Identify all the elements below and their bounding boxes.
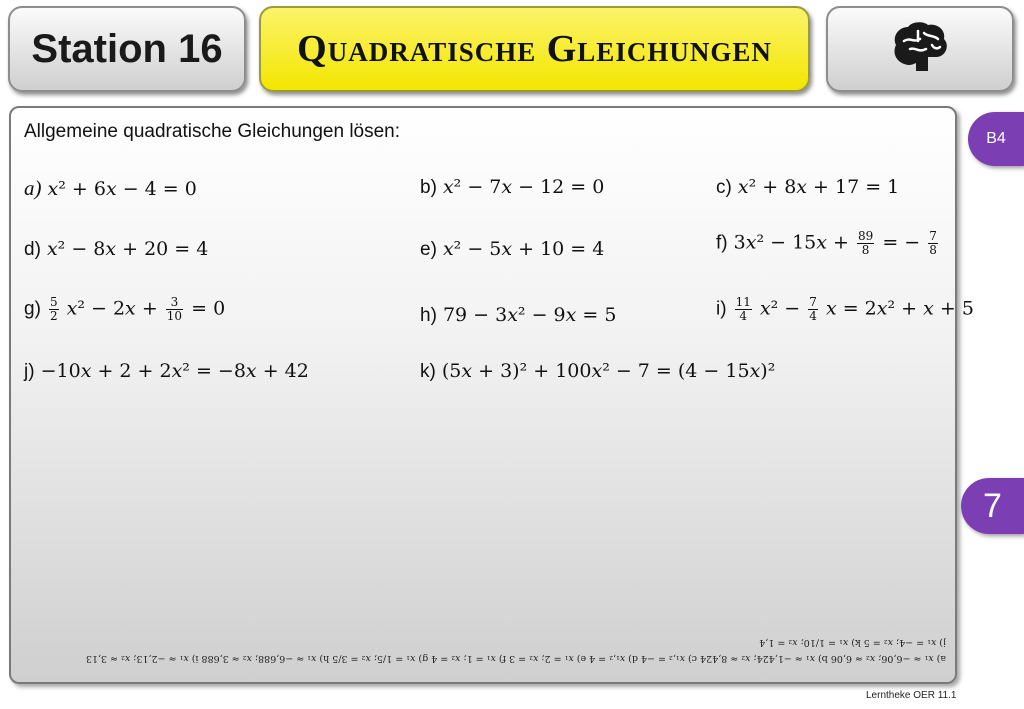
task-label: a) bbox=[24, 176, 42, 200]
task-label: g) bbox=[24, 298, 41, 320]
icon-box bbox=[826, 6, 1014, 92]
task-equation: 𝑥² + 6𝑥 − 4 = 0 bbox=[47, 178, 197, 200]
denominator: 4 bbox=[809, 309, 817, 323]
numerator: 5 bbox=[49, 295, 58, 309]
denominator: 4 bbox=[739, 309, 748, 323]
numerator: 7 bbox=[809, 295, 817, 309]
task-c bbox=[716, 176, 899, 199]
station-badge bbox=[8, 6, 246, 92]
brain-icon bbox=[888, 17, 952, 81]
intro-text: Allgemeine quadratische Gleichungen lösen: bbox=[24, 121, 401, 142]
station-label: Station 16 bbox=[31, 26, 223, 71]
denominator: 8 bbox=[861, 243, 870, 257]
fraction bbox=[857, 230, 874, 257]
number-tab-label: 7 bbox=[983, 486, 1002, 525]
task-e bbox=[420, 238, 604, 261]
fraction bbox=[735, 296, 752, 323]
task-i bbox=[716, 296, 974, 323]
task-equation: 𝑥² − 5𝑥 + 10 = 4 bbox=[442, 238, 605, 260]
task-a bbox=[24, 176, 197, 201]
task-label: e) bbox=[420, 239, 437, 260]
task-label: j) bbox=[24, 361, 35, 382]
task-label: c) bbox=[716, 177, 732, 198]
task-equation: 79 − 3𝑥² − 9𝑥 = 5 bbox=[442, 304, 617, 326]
task-equation: (5𝑥 + 3)² + 100𝑥² − 7 = (4 − 15𝑥)² bbox=[441, 360, 776, 382]
task-equation-part: 𝑥² − 2𝑥 + bbox=[66, 297, 158, 320]
numerator: 7 bbox=[929, 229, 937, 243]
numerator: 3 bbox=[166, 296, 183, 310]
task-equation: 𝑥² − 8𝑥 + 20 = 4 bbox=[46, 238, 209, 260]
answer-key bbox=[22, 634, 946, 666]
denominator: 2 bbox=[49, 309, 58, 323]
page-title-box bbox=[259, 6, 810, 92]
task-label: b) bbox=[420, 177, 437, 198]
fraction bbox=[928, 230, 938, 257]
task-equation: 𝑥² − 7𝑥 − 12 = 0 bbox=[442, 176, 605, 198]
task-equation-part: 3𝑥² − 15𝑥 + bbox=[733, 231, 849, 254]
task-equation-part: = − bbox=[882, 231, 921, 254]
task-equation-part: 𝑥 = 2𝑥² + 𝑥 + 5 bbox=[825, 297, 974, 320]
task-f bbox=[716, 230, 940, 257]
task-label: d) bbox=[24, 239, 41, 260]
task-label: f) bbox=[716, 232, 728, 254]
number-tab[interactable] bbox=[961, 478, 1024, 534]
task-j bbox=[24, 360, 309, 383]
task-label: i) bbox=[716, 298, 727, 320]
denominator: 8 bbox=[929, 243, 937, 257]
task-label: h) bbox=[420, 305, 437, 326]
task-g bbox=[24, 296, 225, 323]
fraction bbox=[808, 296, 818, 323]
task-label: k) bbox=[420, 361, 436, 382]
answer-line: j) 𝑥₁ = −4; 𝑥₂ = 5 k) 𝑥₁ = 1/10; 𝑥₂ = 1,4 bbox=[759, 637, 946, 648]
level-tab-label: B4 bbox=[986, 130, 1006, 147]
level-tab[interactable] bbox=[968, 112, 1024, 166]
denominator: 10 bbox=[166, 309, 183, 323]
footer-text: Lerntheke OER 11.1 bbox=[866, 690, 957, 701]
fraction bbox=[49, 296, 59, 323]
task-equation-part: = 0 bbox=[191, 297, 226, 320]
numerator: 89 bbox=[857, 229, 874, 243]
task-d bbox=[24, 238, 208, 261]
task-b bbox=[420, 176, 604, 199]
numerator: 11 bbox=[735, 295, 751, 309]
task-equation: 𝑥² + 8𝑥 + 17 = 1 bbox=[737, 176, 900, 198]
task-k bbox=[420, 360, 775, 383]
task-equation-part: 𝑥² − bbox=[759, 297, 801, 320]
task-h bbox=[420, 304, 616, 327]
answer-line: a) 𝑥₁ ≈ −6,06; 𝑥₂ ≈ 6,06 b) 𝑥₁ ≈ −1,424; 𝑥₂ ≈ 8,424 c) 𝑥₁,₂ = −4 d) 𝑥₁,₂ = 4 e) 𝑥₁ = 2; 𝑥₂ = 3 f) 𝑥₁ = 1; 𝑥₂ = 4 g) 𝑥₁ = 1/5; 𝑥₂ = 3/5 h) 𝑥₁ ≈ −6,688; 𝑥₂ ≈ 3,688 i) 𝑥₁ ≈ −2,13; 𝑥₂ ≈ 3,13 bbox=[85, 653, 946, 664]
task-equation: −10𝑥 + 2 + 2𝑥² = −8𝑥 + 42 bbox=[40, 360, 309, 382]
page-title: Quadratische Gleichungen bbox=[297, 28, 772, 70]
fraction bbox=[166, 296, 183, 323]
